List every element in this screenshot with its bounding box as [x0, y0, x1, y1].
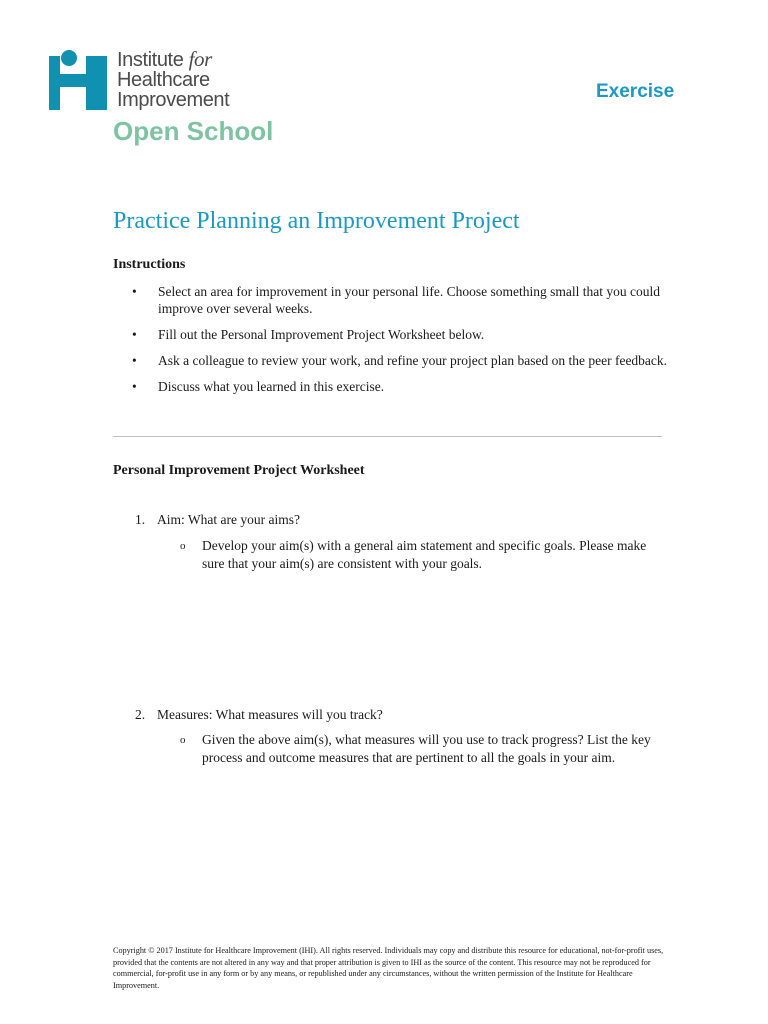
list-item: [113, 283, 673, 317]
logo-line-1: Institute: [117, 49, 189, 71]
bullet-icon: •: [132, 379, 137, 394]
list-item-text: Ask a colleague to review your work, and refine your project plan based on the peer feedback.: [158, 353, 668, 368]
question-number: 1.: [135, 512, 146, 527]
bullet-icon: •: [132, 353, 137, 368]
ihi-logo-icon: [49, 50, 107, 110]
logo-line-1-italic: for: [188, 47, 212, 71]
bullet-icon: •: [132, 284, 137, 299]
page-title: Practice Planning an Improvement Project: [113, 208, 520, 234]
list-item: [113, 326, 673, 343]
section-divider: [113, 436, 662, 437]
guidance-text: Develop your aim(s) with a general aim statement and specific goals. Please make sure that your aim(s) are consistent with your goals.: [202, 538, 647, 571]
open-school-label: Open School: [113, 116, 274, 146]
question-2: [135, 706, 383, 723]
instructions-heading: Instructions: [113, 257, 186, 272]
question-number: 2.: [135, 707, 146, 722]
question-text: Measures: What measures will you track?: [157, 707, 383, 722]
instructions-list: [113, 283, 673, 404]
logo-line-2: Healthcare: [117, 69, 210, 91]
bullet-icon: •: [132, 327, 137, 342]
logo-line-3: Improvement: [117, 89, 230, 111]
list-item-text: Select an area for improvement in your personal life. Choose something small that you could improve over several weeks.: [158, 284, 660, 316]
sub-bullet-icon: o: [180, 734, 186, 746]
question-text: Aim: What are your aims?: [157, 512, 300, 527]
list-item-text: Fill out the Personal Improvement Project Worksheet below.: [158, 327, 485, 342]
list-item-text: Discuss what you learned in this exercise.: [158, 379, 385, 394]
document-type-label: Exercise: [596, 81, 675, 102]
question-1: [135, 511, 300, 528]
question-2-guidance: [180, 731, 670, 767]
list-item: [113, 352, 673, 369]
guidance-text: Given the above aim(s), what measures will you use to track progress? List the key process and outcome measures that are pertinent to all the goals in your aim.: [202, 732, 651, 765]
list-item: [113, 378, 673, 395]
worksheet-heading: Personal Improvement Project Worksheet: [113, 463, 365, 478]
logo-wordmark: [117, 49, 229, 110]
sub-bullet-icon: o: [180, 540, 186, 552]
copyright-notice: Copyright © 2017 Institute for Healthcare Improvement (IHI). All rights reserved. Individuals may copy and distribute this resource for educational, not-for-profit uses, provided that the contents are not altered in any way and that proper attribution is given to IHI as the source of the content. This resource may not be reproduced for commercial, for-profit use in any form or by any means, or republished under any circumstances, without the written permission of the Institute for Healthcare Improvement.: [113, 946, 664, 990]
question-1-guidance: [180, 537, 670, 573]
